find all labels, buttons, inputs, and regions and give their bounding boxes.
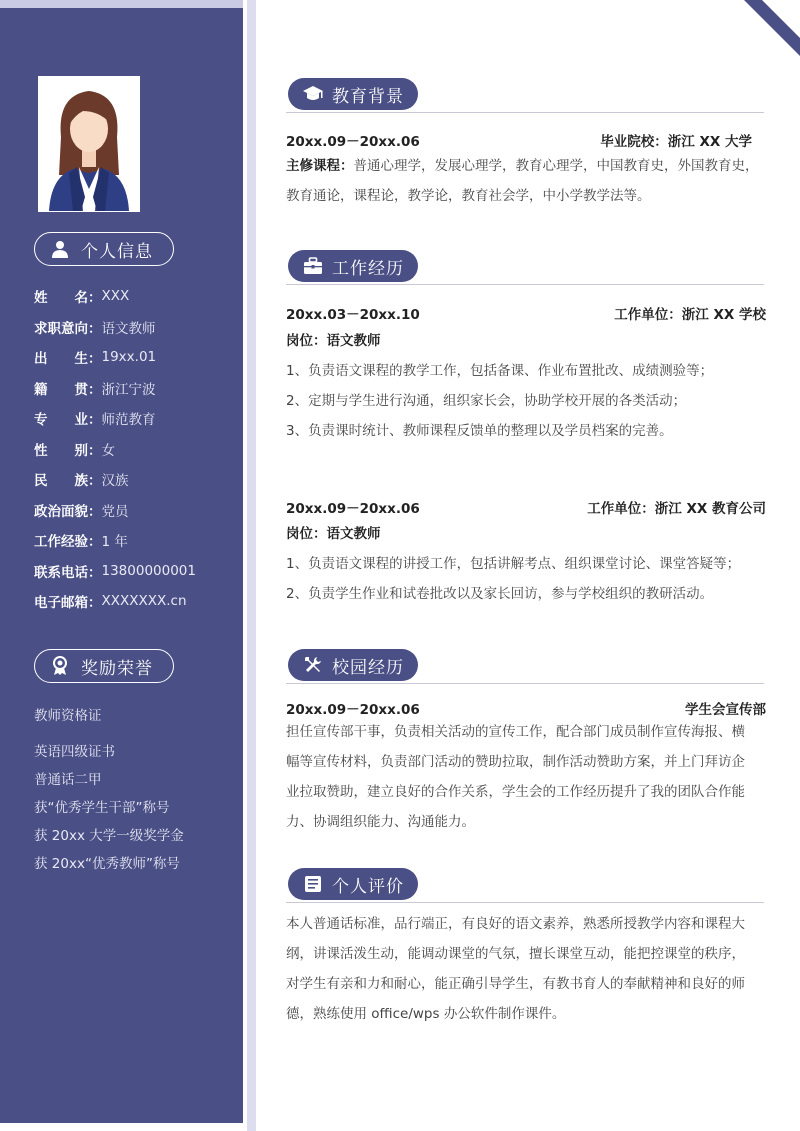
info-value: XXXXXXX.cn [101, 593, 187, 610]
job-date: 20xx.09－20xx.06 [286, 501, 420, 517]
info-row-phone [34, 556, 234, 587]
job-row [286, 497, 766, 517]
courses-line [286, 151, 766, 181]
profile-photo [38, 76, 140, 212]
sidebar [0, 0, 243, 1123]
sidebar-top-bar [0, 0, 243, 8]
campus-heading-label: 校园经历 [332, 657, 404, 678]
job-position-text: 岗位：语文教师 [286, 333, 381, 349]
personal-info-heading [34, 232, 174, 266]
campus-heading [286, 649, 764, 684]
info-row-native-place [34, 373, 234, 404]
info-value: 19xx.01 [101, 349, 157, 366]
info-key: 籍 贯： [34, 381, 102, 398]
info-row-name [34, 281, 234, 312]
info-row-email [34, 586, 234, 617]
job-employer: 工作单位：浙江 XX 教育公司 [587, 501, 766, 517]
campus-org: 学生会宣传部 [685, 702, 766, 718]
info-key: 姓 名： [34, 290, 102, 307]
info-row-ethnicity [34, 464, 234, 495]
evaluation-text [286, 909, 766, 1029]
job-position [286, 519, 766, 549]
evaluation-line: 对学生有亲和力和耐心，能正确引导学生，有教书育人的奉献精神和良好的师 [286, 976, 745, 992]
work-heading-pill [288, 250, 418, 282]
info-value: XXX [101, 288, 130, 305]
courses-line: 教育通论，课程论，教学论，教育社会学，中小学教学法等。 [286, 188, 651, 204]
info-value: 浙江宁波 [101, 381, 156, 398]
evaluation-line: 德，熟练使用 office/wps 办公软件制作课件。 [286, 1006, 566, 1022]
evaluation-heading-pill [288, 868, 418, 900]
job-duty: 2、定期与学生进行沟通，组织家长会，协助学校开展的各类活动； [286, 393, 687, 409]
job-row [286, 303, 766, 323]
info-value: 13800000001 [101, 562, 196, 579]
job-duty: 2、负责学生作业和试卷批改以及家长回访，参与学校组织的教研活动。 [286, 586, 714, 602]
work-heading [286, 250, 764, 285]
info-value: 党员 [101, 503, 129, 520]
honor-item: 获 20xx“优秀教师”称号 [34, 856, 180, 872]
honor-item: 教师资格证 [34, 708, 102, 724]
info-row-experience [34, 525, 234, 556]
info-key: 性 别： [34, 442, 102, 459]
user-icon [49, 238, 71, 260]
courses-label: 主修课程： [286, 158, 354, 174]
info-value: 汉族 [101, 473, 129, 490]
info-row-objective [34, 312, 234, 343]
education-heading-label: 教育背景 [332, 86, 404, 107]
avatar-illustration [39, 77, 139, 211]
evaluation-heading [286, 868, 764, 903]
campus-description [286, 717, 766, 837]
evaluation-line: 纲，讲课活泼生动，能调动课堂的气氛，擅长课堂互动，能把控课堂的秩序， [286, 946, 745, 962]
info-key: 联系电话： [34, 564, 102, 581]
education-school: 毕业院校：浙江 XX 大学 [600, 134, 752, 150]
personal-info-list [34, 281, 234, 617]
info-key: 出 生： [34, 351, 102, 368]
honors-heading [34, 649, 174, 683]
education-row [286, 130, 766, 150]
honor-item: 英语四级证书 [34, 744, 115, 760]
job-date: 20xx.03－20xx.10 [286, 307, 420, 323]
honor-item: 获“优秀学生干部”称号 [34, 800, 170, 816]
tools-icon [302, 654, 324, 676]
info-key: 民 族： [34, 473, 102, 490]
job-details [286, 519, 766, 609]
education-courses [286, 151, 766, 211]
info-value: 语文教师 [101, 320, 156, 337]
job-position [286, 326, 766, 356]
info-row-birth [34, 342, 234, 373]
info-value: 师范教育 [101, 412, 156, 429]
info-key: 工作经验： [34, 534, 102, 551]
campus-line: 业拉取赞助，建立良好的合作关系，学生会的工作经历提升了我的团队合作能 [286, 784, 745, 800]
courses-text: 普通心理学，发展心理学，教育心理学，中国教育史，外国教育史， [353, 158, 759, 174]
info-row-gender [34, 434, 234, 465]
job-duty: 1、负责语文课程的讲授工作，包括讲解考点、组织课堂讨论、课堂答疑等； [286, 556, 741, 572]
campus-date: 20xx.09－20xx.06 [286, 702, 420, 718]
graduation-cap-icon [302, 83, 324, 105]
campus-heading-pill [288, 649, 418, 681]
job-employer: 工作单位：浙江 XX 学校 [614, 307, 766, 323]
briefcase-icon [302, 255, 324, 277]
info-row-major [34, 403, 234, 434]
work-heading-label: 工作经历 [332, 258, 404, 279]
honors-heading-label: 奖励荣誉 [81, 658, 153, 679]
info-value: 1 年 [101, 534, 128, 551]
education-heading-pill [288, 78, 418, 110]
info-key: 求职意向： [34, 320, 102, 337]
education-date: 20xx.09－20xx.06 [286, 134, 420, 150]
honors-list [34, 700, 239, 876]
evaluation-heading-label: 个人评价 [332, 876, 404, 897]
personal-info-heading-label: 个人信息 [81, 241, 153, 262]
sidebar-stripe [247, 0, 256, 1131]
evaluation-line: 本人普通话标准，品行端正，有良好的语文素养，熟悉所授教学内容和课程大 [286, 916, 745, 932]
info-row-political-status [34, 495, 234, 526]
info-key: 专 业： [34, 412, 102, 429]
honor-item: 普通话二甲 [34, 772, 102, 788]
campus-line: 幅等宣传材料，负责部门活动的赞助拉取，制作活动赞助方案，并上门拜访企 [286, 754, 745, 770]
job-details [286, 326, 766, 446]
medal-icon [49, 655, 71, 677]
job-duty: 3、负责课时统计、教师课程反馈单的整理以及学员档案的完善。 [286, 423, 673, 439]
info-key: 电子邮箱： [34, 595, 102, 612]
job-duty: 1、负责语文课程的教学工作，包括备课、作业布置批改、成绩测验等； [286, 363, 714, 379]
corner-decoration [720, 0, 800, 80]
campus-row [286, 698, 766, 718]
info-value: 女 [101, 442, 115, 459]
education-heading [286, 78, 764, 113]
campus-line: 担任宣传部干事，负责相关活动的宣传工作，配合部门成员制作宣传海报、横 [286, 724, 745, 740]
info-key: 政治面貌： [34, 503, 102, 520]
job-position-text: 岗位：语文教师 [286, 526, 381, 542]
campus-line: 力、协调组织能力、沟通能力。 [286, 814, 475, 830]
document-icon [302, 873, 324, 895]
honor-item: 获 20xx 大学一级奖学金 [34, 828, 184, 844]
